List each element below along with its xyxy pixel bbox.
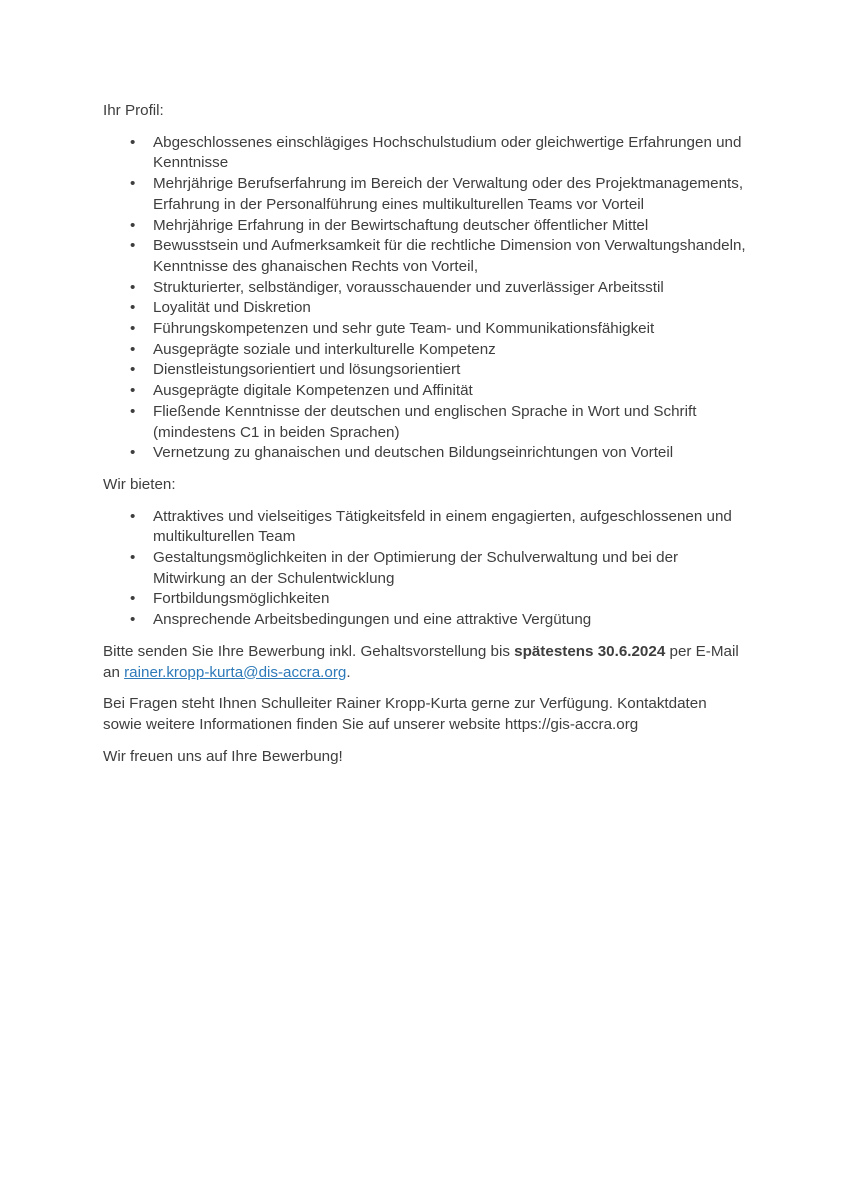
profile-list-item: • Dienstleistungsorientiert und lösungsorientiert — [153, 360, 747, 381]
profile-list-item: • Loyalität und Diskretion — [153, 298, 747, 319]
offer-list-item: • Ansprechende Arbeitsbedingungen und eine attraktive Vergütung — [153, 610, 747, 631]
offer-list-item: • Attraktives und vielseitiges Tätigkeitsfeld in einem engagierten, aufgeschlossenen und multikulturellen Team — [153, 507, 747, 548]
profile-list-item: • Bewusstsein und Aufmerksamkeit für die rechtliche Dimension von Verwaltungshandeln, Kenntnisse des ghanaischen Rechts von Vorteil, — [153, 236, 747, 277]
profile-list-item: • Vernetzung zu ghanaischen und deutschen Bildungseinrichtungen von Vorteil — [153, 443, 747, 464]
application-text-after: per E-Mail an — [103, 642, 739, 681]
offer-list-item: • Gestaltungsmöglichkeiten in der Optimierung der Schulverwaltung und bei der Mitwirkung an der Schulentwicklung — [153, 548, 747, 589]
profile-list-item: • Abgeschlossenes einschlägiges Hochschulstudium oder gleichwertige Erfahrungen und Kenntnisse — [153, 133, 747, 174]
profile-list-item: • Ausgeprägte digitale Kompetenzen und Affinität — [153, 381, 747, 402]
application-text-end: . — [346, 663, 351, 681]
offer-section-heading: Wir bieten: — [103, 475, 176, 493]
contact-paragraph: Bei Fragen steht Ihnen Schulleiter Rainer Kropp-Kurta gerne zur Verfügung. Kontaktdaten sowie weitere Informationen finden Sie auf unserer website https://gis-accra.org — [103, 695, 707, 733]
profile-list-item: • Mehrjährige Berufserfahrung im Bereich der Verwaltung oder des Projektmanagements, Erfahrung in der Personalführung eines multikulturellen Teams vor Vorteil — [153, 174, 747, 215]
document-content — [103, 101, 747, 778]
email-link[interactable]: rainer.kropp-kurta@dis-accra.org — [124, 663, 347, 681]
deadline-bold-text: spätestens 30.6.2024 — [514, 642, 666, 660]
offer-list-item: • Fortbildungsmöglichkeiten — [153, 589, 747, 610]
profile-list-item: • Führungskompetenzen und sehr gute Team- und Kommunikationsfähigkeit — [153, 319, 747, 340]
profile-list-item: • Fließende Kenntnisse der deutschen und englischen Sprache in Wort und Schrift (mindestens C1 in beiden Sprachen) — [153, 402, 747, 443]
profile-list-item: • Mehrjährige Erfahrung in der Bewirtschaftung deutscher öffentlicher Mittel — [153, 216, 747, 237]
application-text-before: Bitte senden Sie Ihre Bewerbung inkl. Gehaltsvorstellung bis — [103, 642, 515, 660]
profile-list — [103, 133, 747, 464]
offer-list — [103, 507, 747, 631]
profile-section-heading: Ihr Profil: — [103, 102, 164, 119]
application-paragraph — [103, 642, 747, 683]
closing-paragraph: Wir freuen uns auf Ihre Bewerbung! — [103, 747, 343, 765]
profile-list-item: • Ausgeprägte soziale und interkulturelle Kompetenz — [153, 340, 747, 361]
profile-list-item: • Strukturierter, selbständiger, vorausschauender und zuverlässiger Arbeitsstil — [153, 278, 747, 299]
